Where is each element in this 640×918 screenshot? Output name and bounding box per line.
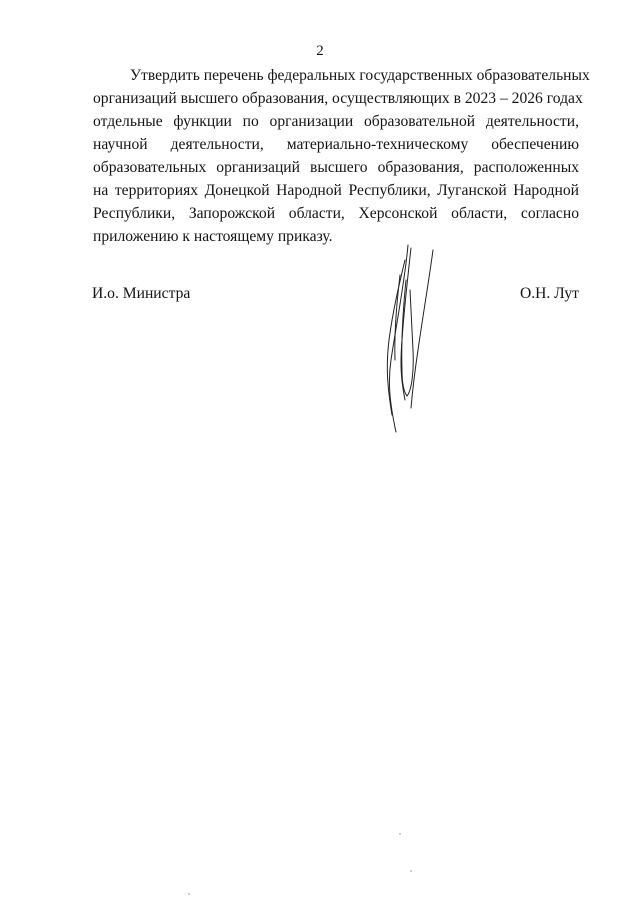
scan-speck bbox=[410, 870, 412, 872]
signatory-name: О.Н. Лут bbox=[519, 285, 579, 302]
paragraph-line: отдельные функции по организации образовательной деятельности, bbox=[93, 113, 579, 130]
paragraph-line: Республики, Запорожской области, Херсонской области, согласно bbox=[93, 205, 579, 222]
paragraph-line: организаций высшего образования, осуществляющих в 2023 – 2026 годах bbox=[93, 90, 583, 107]
page-number: 2 bbox=[316, 43, 324, 59]
paragraph-line: приложению к настоящему приказу. bbox=[93, 228, 333, 245]
paragraph-line: научной деятельности, материально-техническому обеспечению bbox=[93, 136, 579, 153]
paragraph-line: Утвердить перечень федеральных государственных образовательных bbox=[130, 67, 590, 84]
scan-speck bbox=[399, 833, 401, 835]
signatory-position: И.о. Министра bbox=[92, 285, 191, 302]
handwritten-signature bbox=[375, 240, 445, 440]
scan-speck bbox=[188, 893, 190, 895]
paragraph-line: образовательных организаций высшего образования, расположенных bbox=[93, 159, 579, 176]
paragraph-line: на территориях Донецкой Народной Республики, Луганской Народной bbox=[93, 182, 579, 199]
